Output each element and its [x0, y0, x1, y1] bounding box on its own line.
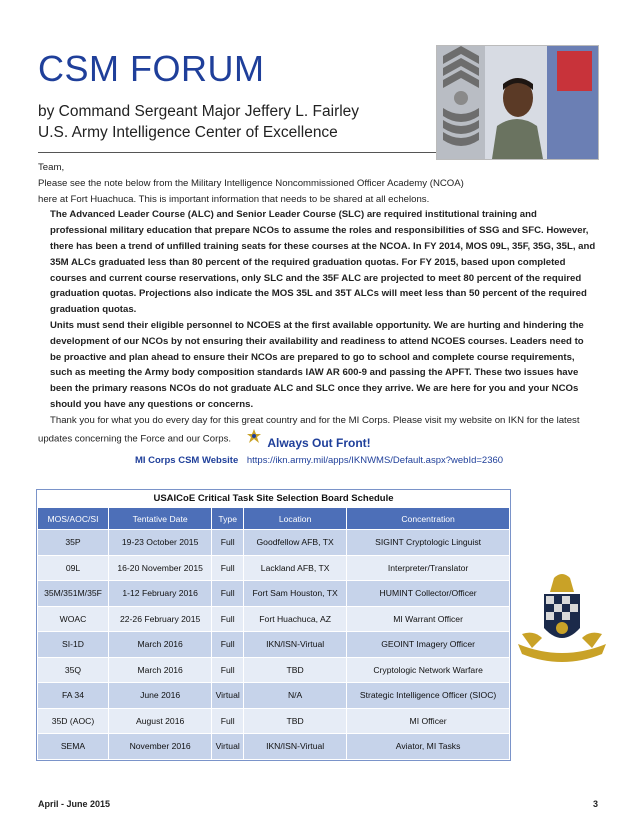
intro-line-2: here at Fort Huachuca. This is important information that needs to be shared at all echelons.: [38, 193, 430, 205]
table-cell: March 2016: [108, 632, 211, 658]
table-cell: Interpreter/Translator: [347, 555, 510, 581]
website-line: [0, 455, 638, 466]
table-cell: Virtual: [212, 683, 244, 709]
website-link[interactable]: https://ikn.army.mil/apps/IKNWMS/Default.aspx?webId=2360: [246, 455, 504, 466]
website-label: MI Corps CSM Website: [134, 455, 239, 466]
table-cell: FA 34: [38, 683, 109, 709]
table-cell: SIGINT Cryptologic Linguist: [347, 530, 510, 556]
paragraph-units: Units must send their eligible personnel to NCOES at the first available opportunity. We are hurting and hindering the development of our NCOs by not ensuring their availability and readiness to attend NCOES courses. Leaders need to be proactive and plan ahead to ensure their NCOs are prepared to go to school and complete course requirements, such as meeting the Army body composition standards IAW AR 600-9 and passing the APFT. These two issues have been the primary reasons NCOs do not graduate ALC and SLC once they arrive. We are here for you and your NCOs should you have any questions or concerns.: [50, 319, 584, 410]
column-header: Concentration: [347, 508, 510, 530]
table-cell: N/A: [244, 683, 347, 709]
table-row: [38, 555, 510, 581]
byline: [38, 101, 359, 143]
table-cell: GEOINT Imagery Officer: [347, 632, 510, 658]
table-row: [38, 708, 510, 734]
table-cell: November 2016: [108, 734, 211, 760]
table-row: [38, 606, 510, 632]
table-cell: 19-23 October 2015: [108, 530, 211, 556]
table-cell: March 2016: [108, 657, 211, 683]
schedule-table-container: [36, 489, 511, 761]
table-cell: Full: [212, 555, 244, 581]
table-cell: Virtual: [212, 734, 244, 760]
table-cell: 1-12 February 2016: [108, 581, 211, 607]
table-cell: Lackland AFB, TX: [244, 555, 347, 581]
table-cell: 16-20 November 2015: [108, 555, 211, 581]
table-cell: 35Q: [38, 657, 109, 683]
column-header: Type: [212, 508, 244, 530]
table-row: [38, 657, 510, 683]
table-cell: IKN/ISN-Virtual: [244, 734, 347, 760]
table-cell: MI Officer: [347, 708, 510, 734]
table-title: USAICoE Critical Task Site Selection Board Schedule: [153, 493, 394, 504]
table-cell: TBD: [244, 708, 347, 734]
table-cell: 35D (AOC): [38, 708, 109, 734]
table-header-row: [38, 508, 510, 530]
table-row: [38, 530, 510, 556]
motto: Always Out Front!: [267, 436, 371, 450]
column-header: MOS/AOC/SI: [38, 508, 109, 530]
table-cell: Full: [212, 657, 244, 683]
table-row: [38, 734, 510, 760]
table-cell: 35M/351M/35F: [38, 581, 109, 607]
org-line: U.S. Army Intelligence Center of Excellence: [38, 124, 338, 141]
table-row: [38, 632, 510, 658]
article-body: [38, 160, 600, 448]
table-cell: Cryptologic Network Warfare: [347, 657, 510, 683]
table-cell: Aviator, MI Tasks: [347, 734, 510, 760]
table-cell: Full: [212, 530, 244, 556]
schedule-table: [37, 507, 510, 760]
table-cell: HUMINT Collector/Officer: [347, 581, 510, 607]
intro-line-1: Please see the note below from the Military Intelligence Noncommissioned Officer Academy (NCOA): [38, 177, 464, 189]
table-cell: SEMA: [38, 734, 109, 760]
page-title: CSM FORUM: [38, 48, 265, 89]
table-cell: IKN/ISN-Virtual: [244, 632, 347, 658]
table-cell: Fort Huachuca, AZ: [244, 606, 347, 632]
table-cell: Full: [212, 581, 244, 607]
paragraph-training: The Advanced Leader Course (ALC) and Senior Leader Course (SLC) are required institutional training and professional military education that prepare NCOs to assume the roles and responsibilities of SSG and SFC. However, there has been a trend of unfilled training seats for these courses at the NCOA. In FY 2014, MOS 09L, 35F, 35G, 35L, and 35M ALCs graduated less than 80 percent of the required graduation quotas. For FY 2015, based upon completed courses and current course reservations, only SLC and the 35F ALC are projected to meet 80 percent of the required graduation quotas. Projections also indicate the MOS 35L and 35T ALCs will meet less than 50 percent of the required graduation quotas.: [50, 209, 596, 316]
table-cell: WOAC: [38, 606, 109, 632]
table-cell: Full: [212, 708, 244, 734]
column-header: Location: [244, 508, 347, 530]
table-cell: SI-1D: [38, 632, 109, 658]
table-cell: August 2016: [108, 708, 211, 734]
table-row: [38, 581, 510, 607]
mi-corps-crest-icon: [514, 570, 610, 670]
salutation: Team,: [38, 162, 65, 173]
author-portrait: [436, 45, 599, 160]
table-cell: June 2016: [108, 683, 211, 709]
table-cell: TBD: [244, 657, 347, 683]
issue-date: April - June 2015: [38, 799, 111, 809]
table-cell: 22-26 February 2015: [108, 606, 211, 632]
table-cell: Goodfellow AFB, TX: [244, 530, 347, 556]
page-number: 3: [593, 799, 599, 809]
table-cell: Strategic Intelligence Officer (SIOC): [347, 683, 510, 709]
column-header: Tentative Date: [108, 508, 211, 530]
table-cell: Full: [212, 632, 244, 658]
author-line: by Command Sergeant Major Jeffery L. Fairley: [38, 103, 360, 120]
table-cell: Full: [212, 606, 244, 632]
table-cell: 35P: [38, 530, 109, 556]
table-row: [38, 683, 510, 709]
table-cell: 09L: [38, 555, 109, 581]
table-cell: Fort Sam Houston, TX: [244, 581, 347, 607]
closing-text: Thank you for what you do every day for this great country and for the MI Corps. Please visit my website on IKN for the latest updates concerning the Force and our Corps.: [38, 414, 580, 444]
table-cell: MI Warrant Officer: [347, 606, 510, 632]
